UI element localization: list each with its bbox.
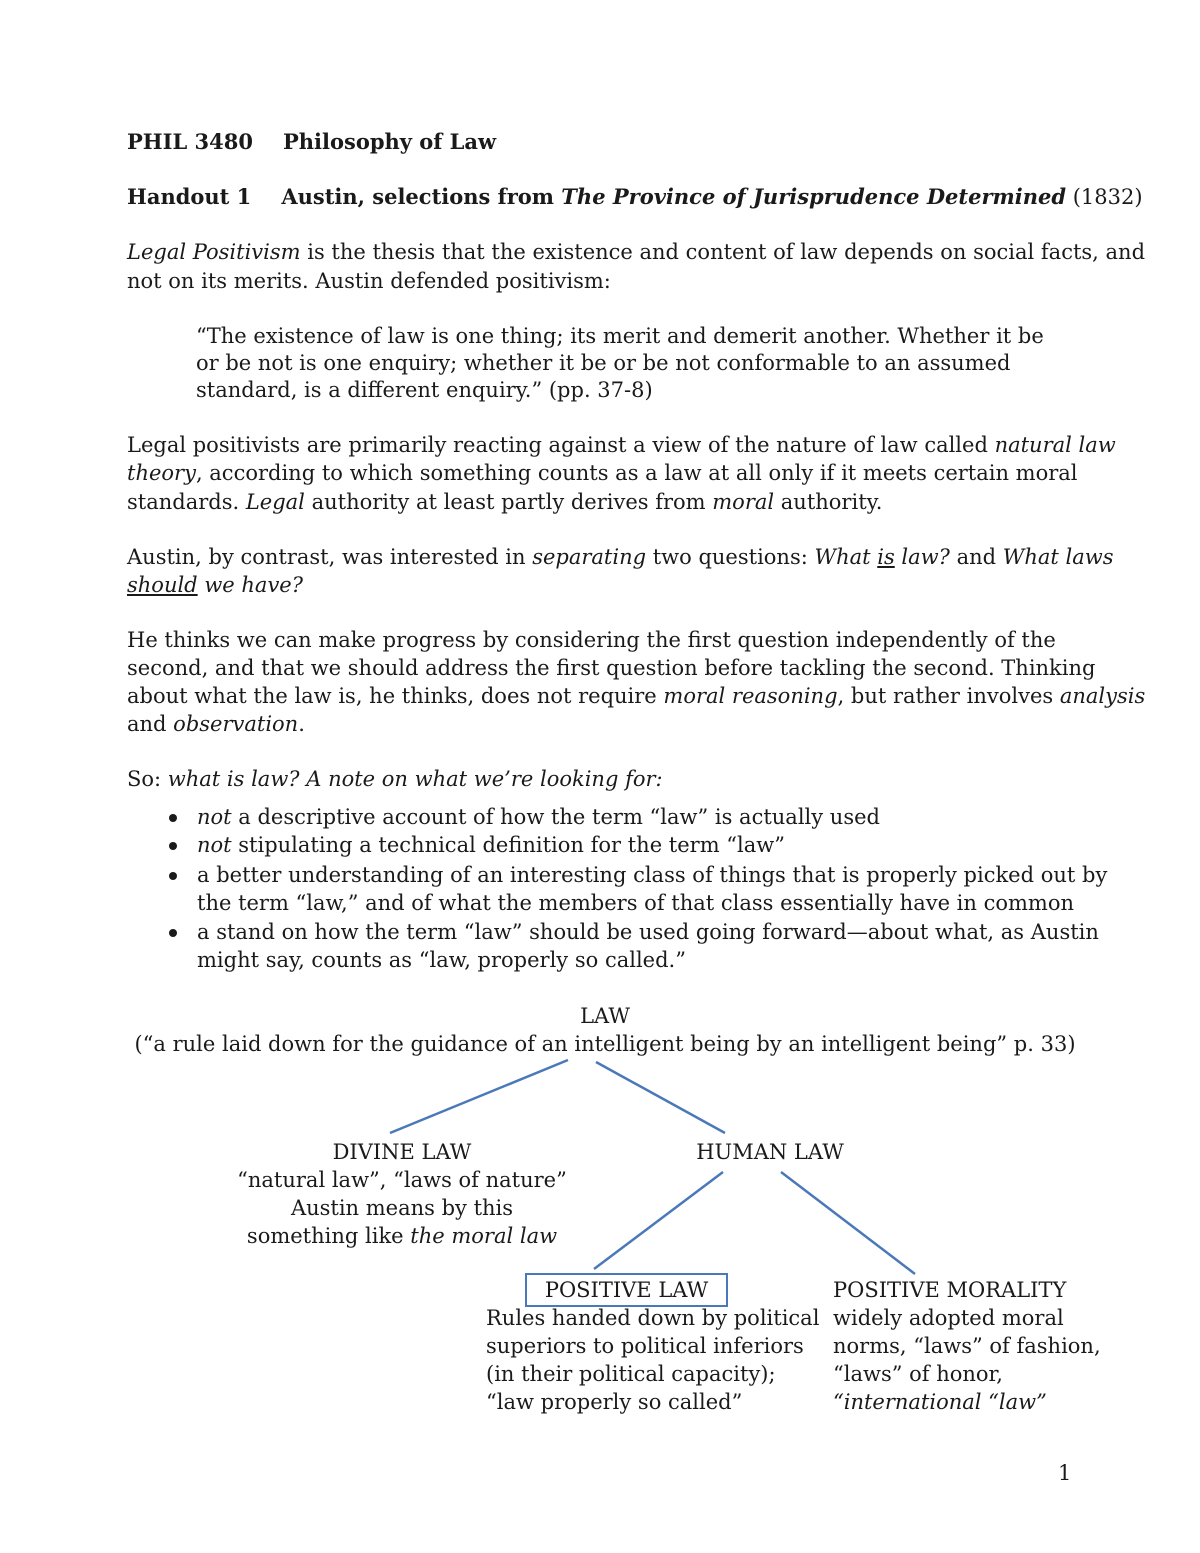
para2-text: authority at least partly derives from — [304, 490, 713, 514]
para2-text: , according to which something counts as a law at all only if it meets certain moral — [195, 461, 1078, 485]
para1-line2: not on its merits. Austin defended positivism: — [127, 269, 611, 293]
positive-law-line2: superiors to political inferiors — [486, 1334, 804, 1358]
divine-text: something like — [246, 1224, 411, 1248]
term-legal-positivism: Legal Positivism — [127, 240, 301, 264]
positive-morality-line1: widely adopted moral — [833, 1306, 1064, 1330]
para4-text: about what the law is, he thinks, does not require — [127, 684, 664, 708]
bullet-text: a descriptive account of how the term “law” is actually used — [231, 805, 880, 829]
term-analysis: analysis — [1059, 684, 1146, 708]
divine-law-line1: “natural law”, “laws of nature” — [237, 1168, 567, 1192]
quote-line2: or be not is one enquiry; whether it be or be not conformable to an assumed — [196, 351, 1011, 375]
bullet-item-3-line2: the term “law,” and of what the members of that class essentially have in common — [197, 891, 1074, 915]
para4-text: . — [298, 712, 305, 736]
positive-morality-title: POSITIVE MORALITY — [833, 1278, 1067, 1302]
question-we-have: we have? — [197, 573, 303, 597]
bullet-item-4-line1: a stand on how the term “law” should be used going forward—about what, as Austin — [197, 920, 1099, 944]
course-title: Philosophy of Law — [282, 129, 497, 154]
question-should: should — [127, 573, 198, 597]
question-what: What — [814, 545, 878, 569]
handout-label: Handout 1 — [127, 184, 252, 209]
term-separating: separating — [532, 545, 647, 569]
term-observation: observation — [173, 712, 299, 736]
course-code: PHIL 3480 — [127, 129, 253, 154]
bullet-text: stipulating a technical definition for the term “law” — [231, 833, 785, 857]
positive-law-title: POSITIVE LAW — [544, 1278, 709, 1302]
bullet-not: not — [197, 805, 232, 829]
para4-text: , but rather involves — [837, 684, 1060, 708]
positive-law-line1: Rules handed down by political — [486, 1306, 820, 1330]
divine-law-title: DIVINE LAW — [332, 1140, 472, 1164]
para4-line2: second, and that we should address the first question before tackling the second. Thinking — [127, 656, 1096, 680]
question-law: law? — [894, 545, 950, 569]
term-legal: Legal — [245, 490, 305, 514]
question-is: is — [877, 545, 895, 569]
term-moral-reasoning: moral reasoning — [663, 684, 838, 708]
quote-line3: standard, is a different enquiry.” (pp. 37-8) — [196, 378, 653, 402]
divine-law-line2: Austin means by this — [290, 1196, 514, 1220]
quote-line1: “The existence of law is one thing; its merit and demerit another. Whether it be — [196, 324, 1044, 348]
para4-text: and — [127, 712, 174, 736]
para1-text: is the thesis that the existence and content of law depends on social facts, and — [300, 240, 1146, 264]
para3-text: two questions: — [646, 545, 815, 569]
human-law-title: HUMAN LAW — [696, 1140, 844, 1164]
handout-book: The Province of Jurisprudence Determined — [561, 184, 1067, 209]
para4-line1: He thinks we can make progress by considering the first question independently of the — [127, 628, 1056, 652]
connector-law-to-divine — [390, 1060, 568, 1133]
root-law-title: LAW — [580, 1004, 630, 1028]
para3-text: and — [949, 545, 1003, 569]
positive-law-line4: “law properly so called” — [486, 1390, 743, 1414]
bullet-not: not — [197, 833, 232, 857]
positive-morality-line2: norms, “laws” of fashion, — [833, 1334, 1101, 1358]
para3-text: Austin, by contrast, was interested in — [127, 545, 533, 569]
bullet-item-3-line1: a better understanding of an interesting class of things that is properly picked out by — [197, 863, 1108, 887]
question-what-laws: What laws — [1002, 545, 1114, 569]
term-moral-law: the moral law — [410, 1224, 558, 1248]
term-natural-law: natural law — [994, 433, 1116, 457]
connector-law-to-human — [596, 1062, 725, 1133]
divine-law-line3 — [202, 1222, 602, 1250]
para5-question: what is law? A note on what we’re looking for: — [167, 767, 663, 791]
term-theory: theory — [127, 461, 196, 485]
connector-human-to-morality — [781, 1172, 915, 1274]
connector-human-to-positive — [594, 1172, 723, 1269]
handout-prefix: Austin, selections from — [281, 184, 562, 209]
positive-law-line3: (in their political capacity); — [486, 1362, 776, 1386]
para5-so: So: — [127, 767, 168, 791]
para2-text: standards. — [127, 490, 246, 514]
page-number: 1 — [1058, 1461, 1072, 1485]
para2-text: authority. — [774, 490, 883, 514]
para2-text: Legal positivists are primarily reacting against a view of the nature of law called — [127, 433, 995, 457]
bullet-item-4-line2: might say, counts as “law, properly so called.” — [197, 948, 686, 972]
root-law-definition: (“a rule laid down for the guidance of an intelligent being by an intelligent being” p. 33) — [134, 1032, 1076, 1056]
positive-morality-line3: “laws” of honor, — [833, 1362, 1003, 1386]
positive-morality-line4: “international “law” — [833, 1390, 1047, 1414]
term-moral: moral — [712, 490, 775, 514]
handout-year: (1832) — [1066, 185, 1143, 209]
